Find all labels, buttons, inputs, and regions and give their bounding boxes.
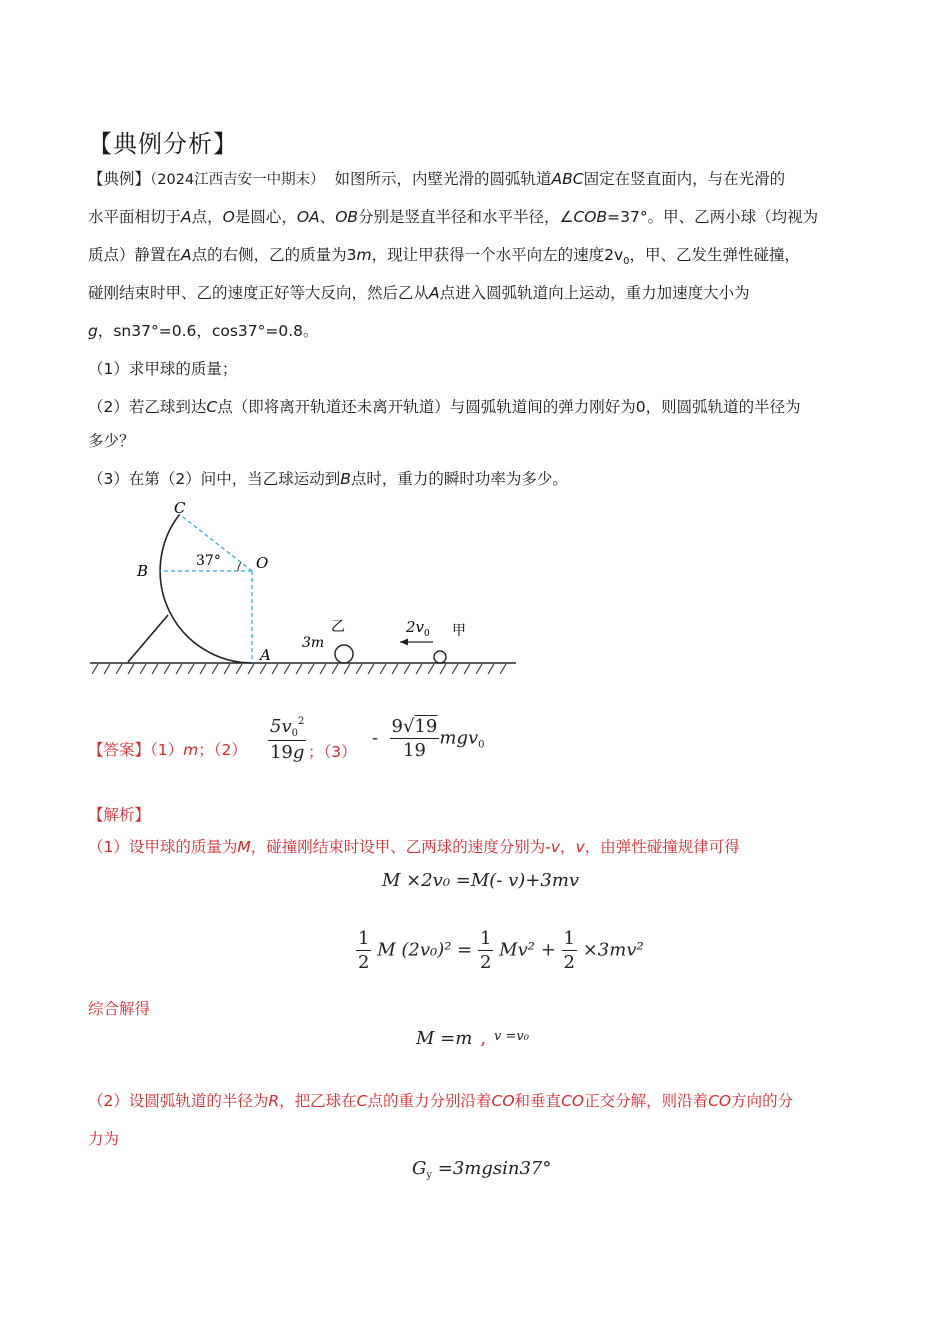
angle-arc [238, 562, 241, 571]
question-3: （3）在第（2）问中，当乙球运动到B点时，重力的瞬时功率为多少。 [88, 470, 568, 488]
label-a: A [260, 646, 271, 664]
equation-energy: $\frac{1}{2}$ M (2v₀)² = $\frac{1}{2}$ Mv² + $\frac{1}{2}$ ×3mv² [358, 928, 644, 973]
section-title: 【典例分析】 [88, 130, 238, 158]
label-mass: 3m [302, 635, 325, 651]
label-velocity: 2v [406, 618, 425, 636]
label-c: C [174, 499, 186, 517]
label-jia: 甲 [452, 623, 466, 639]
analysis-combine: 综合解得 [88, 1000, 151, 1018]
equation-component: $G_y =3mgsin37^\circ$ [412, 1158, 552, 1181]
ball-jia [434, 651, 446, 663]
answer-fraction-3: - $\frac{9√19}{19}$ mgv$_0$ [372, 716, 485, 761]
label-b: B [137, 562, 149, 580]
question-1: （1）求甲球的质量； [88, 360, 238, 378]
label-yi: 乙 [331, 619, 345, 635]
label-angle: 37° [196, 553, 221, 569]
question-2: （2）若乙球到达C点（即将离开轨道还未离开轨道）与圆弧轨道间的弹力刚好为0，则圆弧轨道的半径为 [88, 398, 801, 416]
analysis-line-2: （2）设圆弧轨道的半径为R，把乙球在C点的重力分别沿着CO和垂直CO正交分解，则沿着CO方向的分 [88, 1092, 794, 1110]
ground-hatching [92, 664, 506, 674]
question-2-cont: 多少？ [88, 432, 135, 450]
label-o: O [256, 554, 269, 572]
answer-lead: 【答案】（1）m；（2） [88, 741, 247, 759]
ball-yi [335, 645, 353, 663]
track-diagram [88, 492, 518, 682]
analysis-line-1: （1）设甲球的质量为M，碰撞刚结束时设甲、乙两球的速度分别为-v，v，由弹性碰撞规律可得 [88, 838, 740, 856]
equation-result: M =m , $^{v =v_0}$ [416, 1028, 529, 1049]
problem-line-4: 碰刚结束时甲、乙的速度正好等大反向，然后乙从A点进入圆弧轨道向上运动，重力加速度大小为 [88, 284, 750, 302]
problem-line-5: g，sn37°=0.6，cos37°=0.8。 [88, 322, 319, 340]
equation-momentum: M ×2v₀ =M(‑ v)+3mv [382, 870, 580, 891]
problem-line-1: 【典例】（2024江西吉安一中期末） 如图所示，内壁光滑的圆弧轨道ABC固定在竖直面内，与在光滑的 [88, 170, 786, 188]
support-strut [128, 615, 168, 662]
problem-line-2: 水平面相切于A点，O是圆心，OA、OB分别是竖直半径和水平半径，∠COB=37°。甲、乙两小球（均视为 [88, 208, 819, 226]
answer-sep: ；（3） [308, 743, 357, 761]
arc-track [160, 514, 252, 663]
velocity-arrowhead [400, 639, 408, 646]
answer-fraction-2: $\frac{5v_0^2}{19g}$ [269, 716, 305, 763]
problem-line-3: 质点）静置在A点的右侧，乙的质量为3m，现让甲获得一个水平向左的速度$2v_0$，甲、乙发生弹性碰撞， [88, 246, 801, 267]
label-velocity-sub: 0 [424, 629, 430, 639]
analysis-tag: 【解析】 [88, 806, 151, 824]
analysis-line-2-cont: 力为 [88, 1130, 120, 1148]
